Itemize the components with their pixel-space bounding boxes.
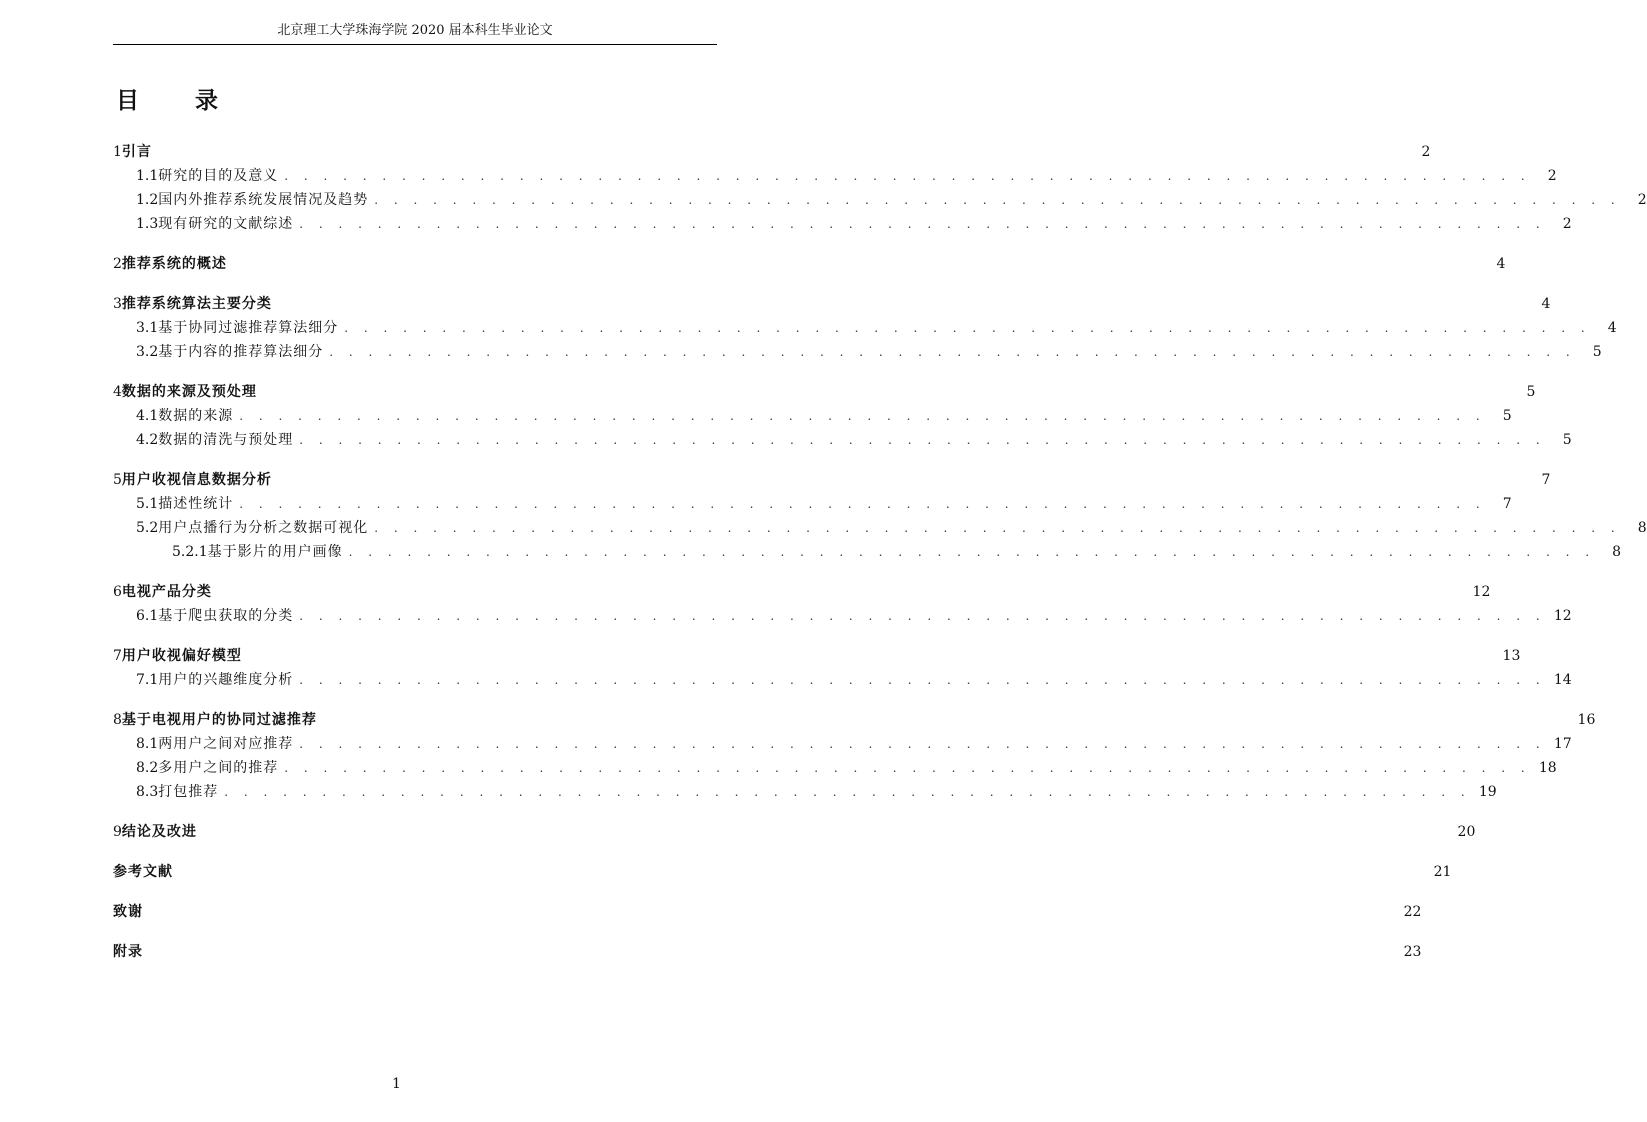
toc-entry-number: 5.1 xyxy=(136,496,159,512)
toc-section-entry[interactable] xyxy=(113,780,1497,804)
toc-entry-number: 4 xyxy=(113,384,122,400)
toc-chapter-entry[interactable] xyxy=(113,468,1551,492)
toc-section-entry[interactable] xyxy=(113,756,1557,780)
toc-section-entry[interactable] xyxy=(113,164,1557,188)
toc-chapter-entry[interactable] xyxy=(113,900,1422,924)
dot-leader: . . . . . . . . . . . . . . . . . . . . . . . . . . . . . . . . . . . . . . . . . . . . . . . . . . . . . . . . . . . . . . . . xyxy=(239,409,1486,423)
toc-entry-page: 4 xyxy=(1496,256,1506,272)
toc-entry-page: 4 xyxy=(1607,320,1617,336)
toc-entry-number: 8 xyxy=(113,712,122,728)
toc-section-entry[interactable] xyxy=(113,732,1572,756)
dot-leader: . . . . . . . . . . . . . . . . . . . . . . . . . . . . . . . . . . . . . . . . . . . . . . . . . . . . . . . . . . . . . . . . xyxy=(299,217,1546,231)
toc-entry-title: 用户收视偏好模型 xyxy=(121,648,242,664)
toc-chapter-entry[interactable] xyxy=(113,380,1536,404)
toc-entry-title: 致谢 xyxy=(113,904,143,920)
toc-entry-page: 8 xyxy=(1637,520,1647,536)
toc-chapter-entry[interactable] xyxy=(113,252,1506,276)
toc-chapter-entry[interactable] xyxy=(113,140,1431,164)
toc-section-entry[interactable] xyxy=(113,188,1647,212)
dot-leader: . . . . . . . . . . . . . . . . . . . . . . . . . . . . . . . . . . . . . . . . . . . . . . . . . . . . . . . . . . . . . . . . xyxy=(374,193,1621,207)
toc-entry-title: 基于爬虫获取的分类 xyxy=(158,608,294,624)
toc-entry-title: 用户的兴趣维度分析 xyxy=(158,672,294,688)
toc-chapter-entry[interactable] xyxy=(113,580,1491,604)
dot-leader xyxy=(233,252,1479,276)
toc-section-entry[interactable] xyxy=(113,316,1617,340)
toc-entry-title: 数据的来源及预处理 xyxy=(121,384,257,400)
toc-entry-page: 2 xyxy=(1421,144,1431,160)
toc-entry-title: 多用户之间的推荐 xyxy=(158,760,279,776)
toc-title: 目 录 xyxy=(116,87,243,114)
dot-leader: . . . . . . . . . . . . . . . . . . . . . . . . . . . . . . . . . . . . . . . . . . . . . . . . . . . . . . . . . . . . . . . . xyxy=(348,545,1596,559)
toc-entry-title: 推荐系统的概述 xyxy=(121,256,227,272)
toc-entry-number: 3.2 xyxy=(136,344,159,360)
toc-section-entry[interactable] xyxy=(113,404,1512,428)
toc-chapter-entry[interactable] xyxy=(113,292,1551,316)
toc-section-entry[interactable] xyxy=(113,516,1647,540)
toc-entry-number: 5.2.1 xyxy=(172,544,208,560)
toc-entry-title: 用户点播行为分析之数据可视化 xyxy=(158,520,369,536)
toc-entry-page: 2 xyxy=(1562,216,1572,232)
page-number: 1 xyxy=(392,1076,401,1092)
toc-entry-title: 引言 xyxy=(121,144,152,160)
toc-section-entry[interactable] xyxy=(113,668,1572,692)
toc-entry-number: 8.2 xyxy=(136,760,159,776)
toc-entry-page: 20 xyxy=(1457,824,1476,840)
dot-leader: . . . . . . . . . . . . . . . . . . . . . . . . . . . . . . . . . . . . . . . . . . . . . . . . . . . . . . . . . . . . . . . . xyxy=(299,673,1546,687)
toc-entry-number: 5 xyxy=(113,472,122,488)
toc-entry-title: 附录 xyxy=(113,944,143,960)
toc-entry-title: 研究的目的及意义 xyxy=(158,168,279,184)
dot-leader xyxy=(158,140,1404,164)
dot-leader xyxy=(149,940,1395,964)
toc-entry-title: 描述性统计 xyxy=(158,496,234,512)
toc-entry-number: 9 xyxy=(113,824,122,840)
dot-leader xyxy=(203,820,1449,844)
dot-leader xyxy=(179,860,1425,884)
toc-entry-number: 3 xyxy=(113,296,122,312)
toc-entry-page: 14 xyxy=(1553,672,1572,688)
toc-entry-page: 18 xyxy=(1538,760,1557,776)
toc-entry-page: 8 xyxy=(1612,544,1622,560)
toc-entry-title: 数据的清洗与预处理 xyxy=(158,432,294,448)
toc-entry-page: 5 xyxy=(1562,432,1572,448)
dot-leader xyxy=(218,580,1464,604)
toc-entry-number: 8.3 xyxy=(136,784,159,800)
toc-entry-page: 21 xyxy=(1433,864,1452,880)
toc-section-entry[interactable] xyxy=(113,540,1622,564)
toc-chapter-entry[interactable] xyxy=(113,644,1521,668)
dot-leader: . . . . . . . . . . . . . . . . . . . . . . . . . . . . . . . . . . . . . . . . . . . . . . . . . . . . . . . . . . . . . . . . xyxy=(344,321,1591,335)
toc-entry-title: 参考文献 xyxy=(113,864,173,880)
toc-chapter-entry[interactable] xyxy=(113,820,1476,844)
dot-leader xyxy=(248,644,1494,668)
toc-section-entry[interactable] xyxy=(113,492,1512,516)
toc-entry-page: 2 xyxy=(1547,168,1557,184)
toc-entry-number: 1.3 xyxy=(136,216,159,232)
running-header: 北京理工大学珠海学院 2020 届本科生毕业论文 xyxy=(113,22,717,45)
toc-entry-page: 12 xyxy=(1553,608,1572,624)
dot-leader: . . . . . . . . . . . . . . . . . . . . . . . . . . . . . . . . . . . . . . . . . . . . . . . . . . . . . . . . . . . . . . . . xyxy=(284,169,1531,183)
toc-entry-number: 2 xyxy=(113,256,122,272)
toc-section-entry[interactable] xyxy=(113,428,1572,452)
toc-chapter-entry[interactable] xyxy=(113,708,1596,732)
toc-entry-number: 3.1 xyxy=(136,320,159,336)
dot-leader: . . . . . . . . . . . . . . . . . . . . . . . . . . . . . . . . . . . . . . . . . . . . . . . . . . . . . . . . . . . . . . . . xyxy=(239,497,1486,511)
toc-entry-number: 7 xyxy=(113,648,122,664)
table-of-contents xyxy=(113,140,1647,964)
toc-section-entry[interactable] xyxy=(113,340,1602,364)
toc-entry-number: 1.2 xyxy=(136,192,159,208)
toc-entry-title: 基于电视用户的协同过滤推荐 xyxy=(121,712,317,728)
dot-leader xyxy=(263,380,1509,404)
toc-entry-number: 1.1 xyxy=(136,168,159,184)
dot-leader xyxy=(323,708,1569,732)
toc-entry-page: 16 xyxy=(1577,712,1596,728)
toc-entry-page: 5 xyxy=(1502,408,1512,424)
toc-entry-page: 2 xyxy=(1637,192,1647,208)
toc-entry-number: 1 xyxy=(113,144,122,160)
toc-entry-page: 5 xyxy=(1592,344,1602,360)
toc-section-entry[interactable] xyxy=(113,212,1572,236)
toc-entry-title: 推荐系统算法主要分类 xyxy=(121,296,272,312)
toc-entry-title: 结论及改进 xyxy=(121,824,197,840)
toc-entry-title: 打包推荐 xyxy=(158,784,219,800)
dot-leader xyxy=(149,900,1395,924)
dot-leader xyxy=(278,292,1524,316)
dot-leader: . . . . . . . . . . . . . . . . . . . . . . . . . . . . . . . . . . . . . . . . . . . . . . . . . . . . . . . . . . . . . . . . xyxy=(299,737,1546,751)
dot-leader: . . . . . . . . . . . . . . . . . . . . . . . . . . . . . . . . . . . . . . . . . . . . . . . . . . . . . . . . . . . . . . . . xyxy=(224,785,1471,799)
dot-leader: . . . . . . . . . . . . . . . . . . . . . . . . . . . . . . . . . . . . . . . . . . . . . . . . . . . . . . . . . . . . . . . . xyxy=(299,433,1546,447)
toc-entry-number: 6.1 xyxy=(136,608,159,624)
toc-entry-page: 22 xyxy=(1403,904,1422,920)
toc-entry-title: 现有研究的文献综述 xyxy=(158,216,294,232)
toc-entry-page: 13 xyxy=(1502,648,1521,664)
toc-entry-number: 4.1 xyxy=(136,408,159,424)
toc-entry-title: 两用户之间对应推荐 xyxy=(158,736,294,752)
toc-entry-page: 7 xyxy=(1502,496,1512,512)
toc-entry-number: 5.2 xyxy=(136,520,159,536)
toc-entry-title: 基于协同过滤推荐算法细分 xyxy=(158,320,339,336)
dot-leader: . . . . . . . . . . . . . . . . . . . . . . . . . . . . . . . . . . . . . . . . . . . . . . . . . . . . . . . . . . . . . . . . xyxy=(374,521,1621,535)
dot-leader: . . . . . . . . . . . . . . . . . . . . . . . . . . . . . . . . . . . . . . . . . . . . . . . . . . . . . . . . . . . . . . . . xyxy=(284,761,1531,775)
toc-entry-page: 5 xyxy=(1526,384,1536,400)
toc-entry-page: 7 xyxy=(1541,472,1551,488)
toc-entry-title: 用户收视信息数据分析 xyxy=(121,472,272,488)
toc-entry-page: 17 xyxy=(1553,736,1572,752)
toc-entry-page: 23 xyxy=(1403,944,1422,960)
toc-entry-title: 数据的来源 xyxy=(158,408,234,424)
toc-entry-title: 国内外推荐系统发展情况及趋势 xyxy=(158,192,369,208)
toc-section-entry[interactable] xyxy=(113,604,1572,628)
toc-entry-number: 7.1 xyxy=(136,672,159,688)
toc-entry-page: 4 xyxy=(1541,296,1551,312)
toc-entry-page: 19 xyxy=(1478,784,1497,800)
toc-entry-number: 4.2 xyxy=(136,432,159,448)
toc-entry-title: 电视产品分类 xyxy=(121,584,212,600)
dot-leader: . . . . . . . . . . . . . . . . . . . . . . . . . . . . . . . . . . . . . . . . . . . . . . . . . . . . . . . . . . . . . . . . xyxy=(299,609,1546,623)
dot-leader: . . . . . . . . . . . . . . . . . . . . . . . . . . . . . . . . . . . . . . . . . . . . . . . . . . . . . . . . . . . . . . . . xyxy=(329,345,1576,359)
toc-entry-number: 8.1 xyxy=(136,736,159,752)
toc-entry-number: 6 xyxy=(113,584,122,600)
toc-entry-title: 基于影片的用户画像 xyxy=(207,544,343,560)
toc-chapter-entry[interactable] xyxy=(113,940,1422,964)
dot-leader xyxy=(278,468,1524,492)
toc-entry-title: 基于内容的推荐算法细分 xyxy=(158,344,324,360)
toc-chapter-entry[interactable] xyxy=(113,860,1452,884)
toc-entry-page: 12 xyxy=(1472,584,1491,600)
